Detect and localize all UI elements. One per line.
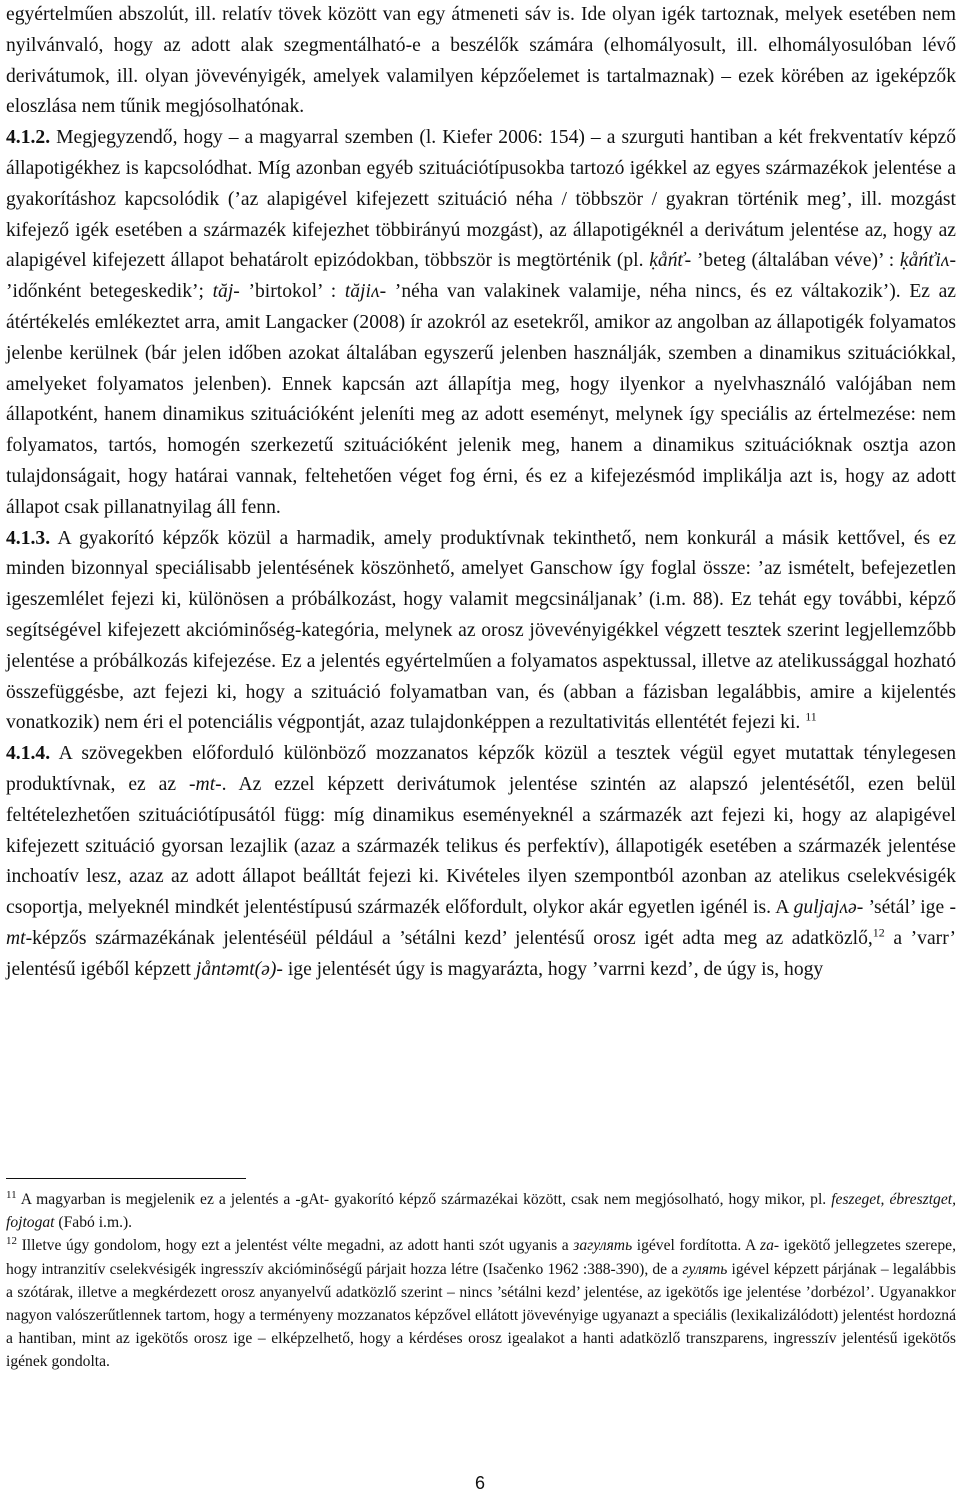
footnote-mark: 11 bbox=[6, 1188, 17, 1201]
footnotes bbox=[6, 1188, 956, 1374]
example-word: jåntəmt(ə)- bbox=[195, 958, 283, 980]
paragraph-intro: egyértelműen abszolút, ill. relatív tövek között van egy átmeneti sáv is. Ide olyan igék tartoznak, melyek esetében nem nyilvánvaló, hogy az adott alak szegmentálható-e a beszélők számára (elhomályosult, ill. elhomályosulóban lévő derivátumok, ill. olyan jövevényigék, amelyek valamilyen képzőelemet is tartalmaznak) – ezek körében az igeképzők eloszlása nem tűnik megjósolhatónak. bbox=[6, 4, 956, 118]
footnote-divider bbox=[6, 1178, 246, 1179]
footnote-11: $^{11}$ A magyarban is megjelenik ez a jelentés a -gAt- gyakorító képző származékai között, csak nem megjósolható, hogy mikor, pl. feszeget, ébresztget, fojtogat (Fabó i.m.). bbox=[6, 1188, 956, 1232]
main-text bbox=[6, 0, 956, 986]
example-word: ḳåńťiʌ- bbox=[899, 250, 956, 272]
section-number: 4.1.2. bbox=[6, 127, 51, 149]
footnote-ref[interactable]: 11 bbox=[805, 709, 817, 724]
suffix: -mt- bbox=[6, 897, 956, 949]
example-word: guljajʌə- bbox=[793, 897, 864, 919]
example-word: tăj- bbox=[212, 281, 240, 303]
page-number: 6 bbox=[474, 1473, 485, 1493]
example-word: tăjiʌ- bbox=[344, 281, 387, 303]
suffix: -mt- bbox=[189, 773, 222, 795]
example-word: ḳåńť- bbox=[649, 250, 692, 272]
section-4-1-4: 4.1.4. A szövegekben előforduló különböző mozzanatos képzők közül a tesztek végül egyet mutattak ténylegesen produktívnak, ez az -mt-. Az ezzel képzett derivátumok jelentése szintén az alapszó jelentésétől, ezen belül feltételezhetően szituációtípusától függ: míg dinamikus eseményeknél a származék azt fejezi ki, hogy az alapigével kifejezett szituáció gyorsan lezajlik (azaz a származék telikus és perfektív), állapotigék esetében a származék jelentése inchoatív lesz, azaz az adott állapot beálltát fejezi ki. Kivételes ilyen szempontból azonban az atelikus cselekvésigék csoportja, melyeknél mindkét jelentéstípusú származék előfordult, olykor akár egyetlen igénél is. A guljajʌə- ’sétál’ ige -mt-képzős származékának jelentéséül például a ’sétálni kezd’ jelentésű orosz igét adta meg az adatközlő,$^{12}$ a ’varr’ jelentésű igéből képzett jåntəmt(ə)- ige jelentését úgy is magyarázta, hogy ’varrni kezd’, de úgy is, hogy bbox=[6, 743, 956, 980]
section-4-1-2: 4.1.2. Megjegyzendő, hogy – a magyarral szemben (l. Kiefer 2006: 154) – a szurguti hantiban a két frekventatív képző állapotigékhez is kapcsolódhat. Míg azonban egyéb szituációtípusokba tartozó igékkel az egyes származékok jelentése a gyakorításhoz kapcsolódik (’az alapigével kifejezett szituáció néha / többször / gyakran történik meg’, ill. mozgást kifejező igék esetében a származék kifejezhet többirányú mozgást), az állapotigéknél a derivátum jelentése az, hogy az alapigével kifejezett állapot behatárolt epizódokban, többször is megtörténik (pl. ḳåńť- ’beteg (általában véve)’ : ḳåńťiʌ- ’időnként betegeskedik’; tăj- ’birtokol’ : tăjiʌ- ’néha van valakinek valamije, néha nincs, és ez váltakozik’). Ez az átértékelés emlékeztet arra, amit Langacker (2008) ír azokról az esetekről, amikor az angolban az állapotigék folyamatos jelenbe kerülnek (bár jelen időben azokat általában egyszerű jelenben használják, szemben a dinamikus szituációkkal, amelyeket folyamatos jelenben). Ennek kapcsán azt állapítja meg, hogy ilyenkor a nyelvhasználó valójában nem állapotként, hanem dinamikus szituációként jeleníti meg az adott eseményt, melynek így speciális az értelmezése: nem folyamatos, tartós, homogén szerkezetű szituációként jelenik meg, hanem a dinamikus szituációknak osztja azon tulajdonságait, hogy határai vannak, feltehetően véget fog érni, és ez a kifejezésmód implikálja azt is, hogy az adott állapot csak pillanatnyilag áll fenn. bbox=[6, 127, 957, 518]
footnote-12: $^{12}$ Illetve úgy gondolom, hogy ezt a jelentést vélte megadni, az adott hanti szót ugyanis a загулять igével fordította. A za- igekötő jellegzetes szerepe, hogy intranzitív cselekvésigék ingresszív akcióminőségű párjait hozza létre (Isačenko 1962 :388-390), de a гулять igével képzett párjának – legalábbis a szótárak, illetve a megkérdezett orosz anyanyelvű adatközlő szerint – nincs ’sétálni kezd’ jelentése, az igekötős ige jelentése ’dorbézol’. Ugyanakkor nagyon valószerűtlennek tartom, hogy a terményeny mozzanatos képzővel ellátott jövevényige ugyanazt a speciális (lexikalizálódott) jelentést hordozná a hantiban, mint az igekötős orosz ige – elképzelhető, hogy a kérdéses orosz igealakot a hanti adatközlő transzparens, ingresszív jelentésű igekötős igének gondolta. bbox=[6, 1235, 957, 1371]
footnote-mark: 12 bbox=[6, 1235, 17, 1248]
footnote-ref[interactable]: 12 bbox=[872, 925, 885, 940]
section-number: 4.1.3. bbox=[6, 527, 51, 549]
section-4-1-3: 4.1.3. A gyakorító képzők közül a harmadik, amely produktívnak tekinthető, nem konkurál a másik kettővel, és ez minden bizonnyal speciálisabb jelentésének köszönhető, amelyet Ganschow így foglal össze: ’az ismételt, befejezetlen igeszemlélet fejezi ki, különösen a próbálkozást, hogy valamit megcsináljanak’ (i.m. 88). Ez tehát egy további, képző segítségével kifejezett akcióminőség-kategória, melynek az orosz jövevényigékkel végzett tesztek szerint legjellemzőbb jelentése a próbálkozás kifejezése. Ez a jelentés egyértelműen a folyamatos aspektussal, illetve az atelikussággal hozható összefüggésbe, azt fejezi ki, hogy a szituáció folyamatban van, és (abban a fázisban legalábbis, amire a kijelentés vonatkozik) nem éri el potenciális végpontját, azaz tulajdonképpen a rezultativitás ellentétét fejezi ki. $^{11}$ bbox=[6, 527, 957, 734]
section-number: 4.1.4. bbox=[6, 743, 51, 765]
